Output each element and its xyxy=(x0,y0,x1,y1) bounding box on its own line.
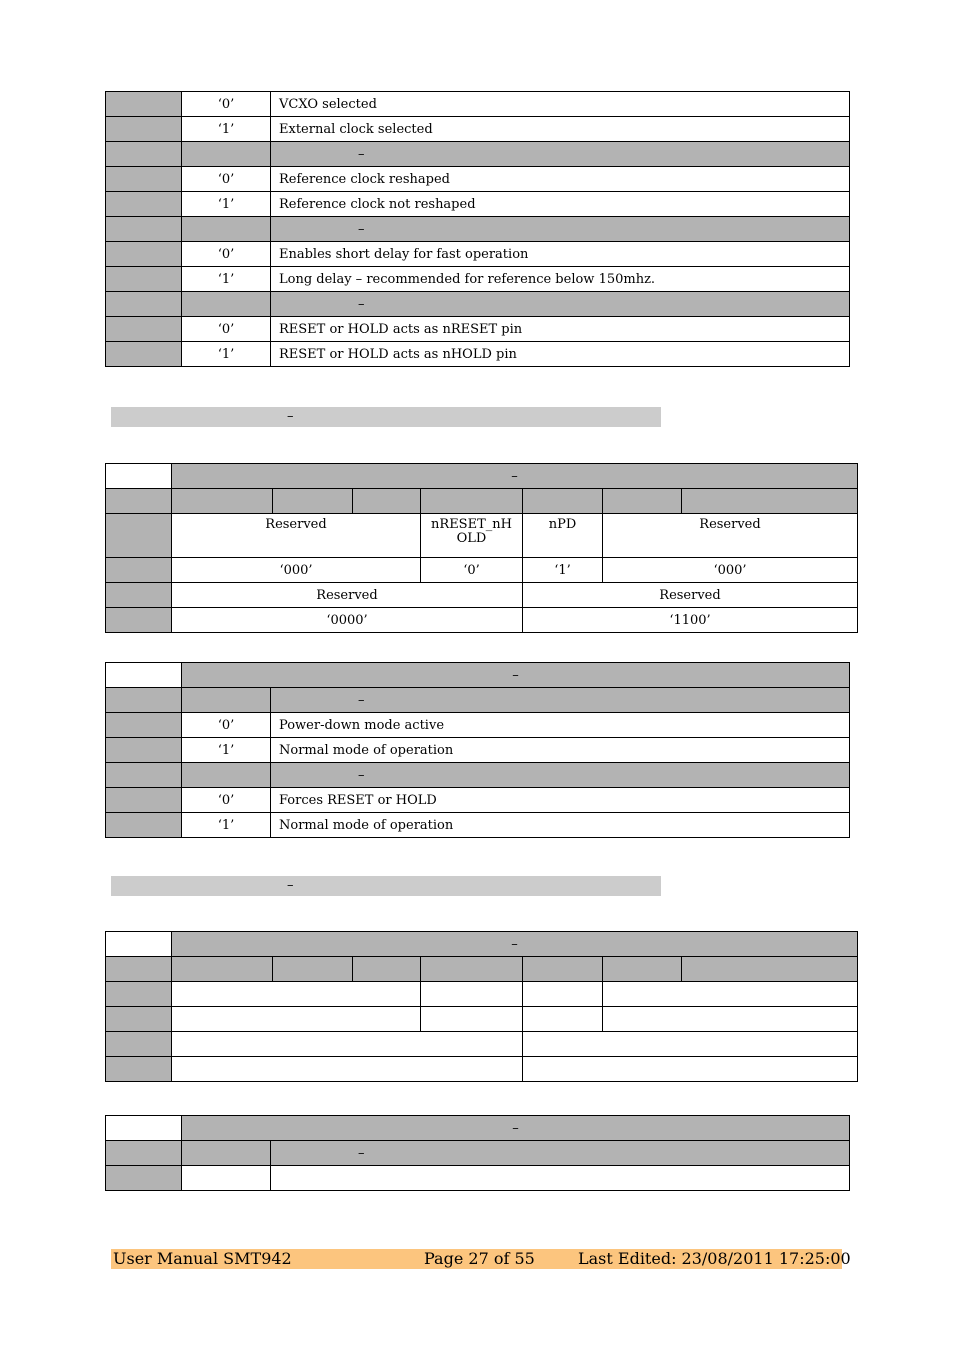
section-heading-dash: – xyxy=(287,878,294,893)
field-reserved-left: Reserved xyxy=(172,583,523,608)
bit-description: Reference clock reshaped xyxy=(271,167,850,192)
table-row xyxy=(106,342,850,367)
default-nreset-nhold: ‘0’ xyxy=(421,558,523,583)
bit-value: ‘0’ xyxy=(182,788,271,813)
bit-description: Power-down mode active xyxy=(271,713,850,738)
bit-description: Long delay – recommended for reference below 150mhz. xyxy=(271,267,850,292)
table-header-row xyxy=(106,1141,850,1166)
bit-description: Reference clock not reshaped xyxy=(271,192,850,217)
defaults-row xyxy=(106,1007,858,1032)
clock-options-table xyxy=(105,91,850,367)
bit-value: ‘0’ xyxy=(182,317,271,342)
bit-value: ‘0’ xyxy=(182,92,271,117)
table-title-row xyxy=(106,1116,850,1141)
section-heading xyxy=(111,876,661,896)
register-title-row xyxy=(106,464,858,489)
footer-last-edited: Last Edited: 23/08/2011 17:25:00 xyxy=(578,1249,851,1268)
bit-description: RESET or HOLD acts as nRESET pin xyxy=(271,317,850,342)
default-reserved-left: ‘0000’ xyxy=(172,608,523,633)
field-reserved-high: Reserved xyxy=(172,514,421,558)
table-row xyxy=(106,242,850,267)
field-names-row-2 xyxy=(106,1032,858,1057)
table-header-row xyxy=(106,142,850,167)
header-dash: – xyxy=(358,146,365,162)
bit-value: ‘1’ xyxy=(182,192,271,217)
header-dash: – xyxy=(358,296,365,312)
bit-value: ‘1’ xyxy=(182,738,271,763)
bit-value: ‘1’ xyxy=(182,267,271,292)
bit-value: ‘1’ xyxy=(182,813,271,838)
defaults-row xyxy=(106,558,858,583)
table-row xyxy=(106,788,850,813)
bit-description: Normal mode of operation xyxy=(271,738,850,763)
default-reserved-low: ‘000’ xyxy=(603,558,858,583)
bit-value: ‘0’ xyxy=(182,713,271,738)
bit-description: Enables short delay for fast operation xyxy=(271,242,850,267)
bit-value: ‘1’ xyxy=(182,117,271,142)
footer-page-number: Page 27 of 55 xyxy=(424,1249,535,1268)
bit-value: ‘0’ xyxy=(182,167,271,192)
header-dash: – xyxy=(358,1145,365,1161)
table-title-dash: – xyxy=(512,1120,519,1136)
bit-header-row xyxy=(106,489,858,514)
footer-manual-title: User Manual SMT942 xyxy=(113,1249,292,1268)
bit-description: Normal mode of operation xyxy=(271,813,850,838)
power-reset-table xyxy=(105,662,850,838)
defaults-row-2 xyxy=(106,608,858,633)
bit-description: External clock selected xyxy=(271,117,850,142)
table-title-row xyxy=(106,663,850,688)
register-title-row xyxy=(106,932,858,957)
header-dash: – xyxy=(358,221,365,237)
field-npd: nPD xyxy=(523,514,603,558)
field-names-row-2 xyxy=(106,583,858,608)
table-header-row xyxy=(106,292,850,317)
field-names-row xyxy=(106,982,858,1007)
field-names-row xyxy=(106,514,858,558)
table-row xyxy=(106,813,850,838)
bit-description: VCXO selected xyxy=(271,92,850,117)
table-row xyxy=(106,1166,850,1191)
table-header-row xyxy=(106,217,850,242)
table-header-row xyxy=(106,688,850,713)
table-row xyxy=(106,317,850,342)
register-map-table xyxy=(105,463,858,633)
header-dash: – xyxy=(358,767,365,783)
table-header-row xyxy=(106,763,850,788)
bit-value: ‘1’ xyxy=(182,342,271,367)
default-reserved-high: ‘000’ xyxy=(172,558,421,583)
table-row xyxy=(106,117,850,142)
default-npd: ‘1’ xyxy=(523,558,603,583)
register-map-table xyxy=(105,931,858,1082)
table-row xyxy=(106,167,850,192)
field-reserved-right: Reserved xyxy=(523,583,858,608)
header-dash: – xyxy=(358,692,365,708)
table-row xyxy=(106,192,850,217)
table-row xyxy=(106,713,850,738)
field-reserved-low: Reserved xyxy=(603,514,858,558)
bit-value: ‘0’ xyxy=(182,242,271,267)
defaults-row-2 xyxy=(106,1057,858,1082)
default-reserved-right: ‘1100’ xyxy=(523,608,858,633)
bit-description: Forces RESET or HOLD xyxy=(271,788,850,813)
table-row xyxy=(106,92,850,117)
table-row xyxy=(106,738,850,763)
register-title-dash: – xyxy=(511,936,518,952)
bit-header-row xyxy=(106,957,858,982)
section-heading xyxy=(111,407,661,427)
register-title-dash: – xyxy=(511,468,518,484)
bit-description: RESET or HOLD acts as nHOLD pin xyxy=(271,342,850,367)
field-nreset-nhold: nRESET_nHOLD xyxy=(421,514,523,558)
bit-options-table xyxy=(105,1115,850,1191)
section-heading-dash: – xyxy=(287,409,294,424)
table-row xyxy=(106,267,850,292)
table-title-dash: – xyxy=(512,667,519,683)
page-footer xyxy=(111,1249,851,1269)
